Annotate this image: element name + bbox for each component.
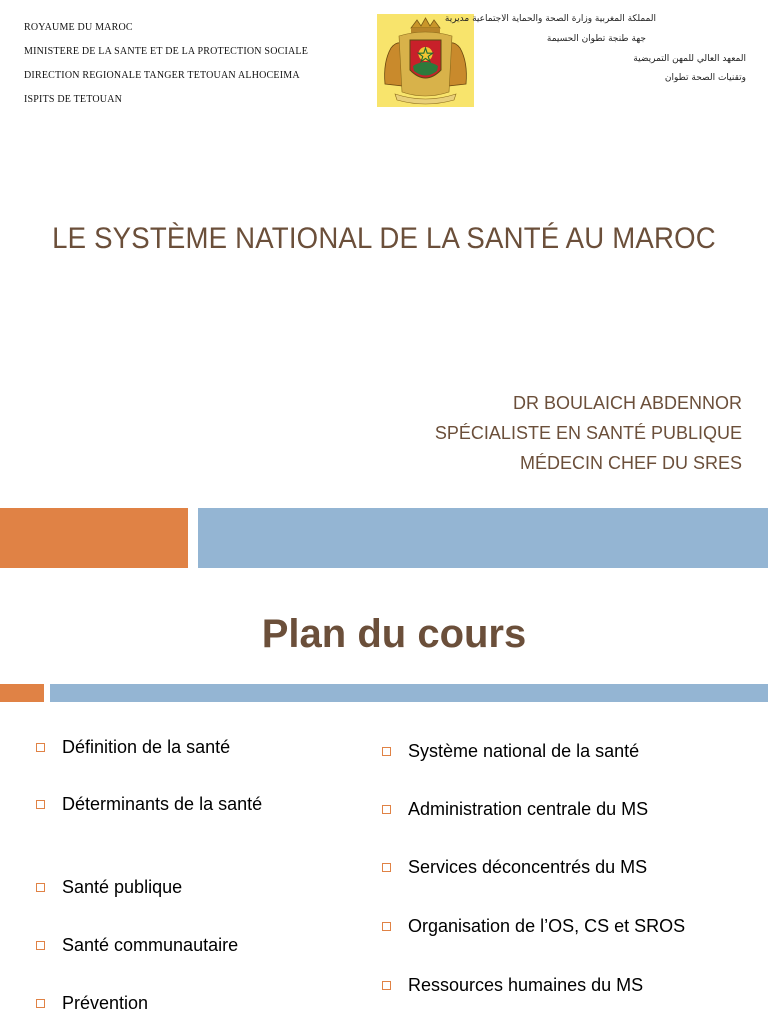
square-bullet-icon bbox=[382, 747, 391, 756]
header-right-line-1: المملكة المغربية وزارة الصحة والحماية الاجتماعية مديرية bbox=[444, 14, 656, 24]
square-bullet-icon bbox=[36, 941, 45, 950]
list-item-text: Définition de la santé bbox=[62, 737, 231, 757]
square-bullet-icon bbox=[36, 999, 45, 1008]
header-left-line-2: MINISTERE DE LA SANTE ET DE LA PROTECTION SOCIALE bbox=[24, 46, 309, 57]
title-slide bbox=[0, 0, 768, 508]
author-block bbox=[435, 388, 742, 478]
header-left-line-1: ROYAUME DU MAROC bbox=[24, 22, 133, 33]
list-item-text: Santé publique bbox=[62, 877, 183, 897]
decor-bar-blue-small bbox=[50, 684, 768, 702]
list-item bbox=[36, 933, 296, 958]
header-right-line-4: وتقنيات الصحة تطوان bbox=[664, 73, 746, 83]
list-item bbox=[382, 797, 762, 822]
header-left-institution bbox=[24, 16, 308, 112]
list-item bbox=[382, 739, 762, 764]
square-bullet-icon bbox=[382, 863, 391, 872]
list-item-text: Organisation de l’OS, CS et SROS bbox=[408, 916, 686, 936]
author-position: MÉDECIN CHEF DU SRES bbox=[519, 453, 742, 473]
list-item-text: Déterminants de la santé bbox=[62, 794, 263, 814]
author-name: DR BOULAICH ABDENNOR bbox=[512, 393, 742, 413]
square-bullet-icon bbox=[36, 883, 45, 892]
course-plan-title: Plan du cours bbox=[261, 612, 527, 656]
header-right-line-3: المعهد العالي للمهن التمريضية bbox=[633, 54, 746, 64]
list-item-text: Ressources humaines du MS bbox=[408, 975, 644, 995]
presentation-title: LE SYSTÈME NATIONAL DE LA SANTÉ AU MAROC bbox=[52, 222, 716, 255]
square-bullet-icon bbox=[36, 743, 45, 752]
list-item bbox=[36, 792, 266, 817]
list-item-text: Administration centrale du MS bbox=[408, 799, 649, 819]
square-bullet-icon bbox=[36, 800, 45, 809]
decor-bar-orange bbox=[0, 508, 188, 568]
square-bullet-icon bbox=[382, 922, 391, 931]
coat-of-arms-emblem bbox=[377, 14, 474, 107]
list-item-text: Prévention bbox=[62, 993, 149, 1013]
header-right-line-2: جهة طنجة تطوان الحسيمة bbox=[546, 34, 646, 44]
list-item-text: Système national de la santé bbox=[408, 741, 640, 761]
list-item-text: Santé communautaire bbox=[62, 935, 239, 955]
list-item bbox=[382, 855, 762, 880]
decor-bar-blue bbox=[198, 508, 768, 568]
header-left-line-4: ISPITS DE TETOUAN bbox=[24, 94, 123, 105]
list-item bbox=[36, 991, 296, 1016]
header-left-line-3: DIRECTION REGIONALE TANGER TETOUAN ALHOCEIMA bbox=[24, 70, 300, 81]
list-item bbox=[382, 914, 762, 939]
author-specialty: SPÉCIALISTE EN SANTÉ PUBLIQUE bbox=[434, 423, 742, 443]
list-item bbox=[382, 973, 762, 998]
list-item bbox=[36, 735, 296, 760]
coat-of-arms-icon bbox=[377, 14, 474, 107]
square-bullet-icon bbox=[382, 981, 391, 990]
list-item bbox=[36, 875, 296, 900]
list-item-text: Services déconcentrés du MS bbox=[408, 857, 648, 877]
square-bullet-icon bbox=[382, 805, 391, 814]
decor-bar-orange-small bbox=[0, 684, 44, 702]
